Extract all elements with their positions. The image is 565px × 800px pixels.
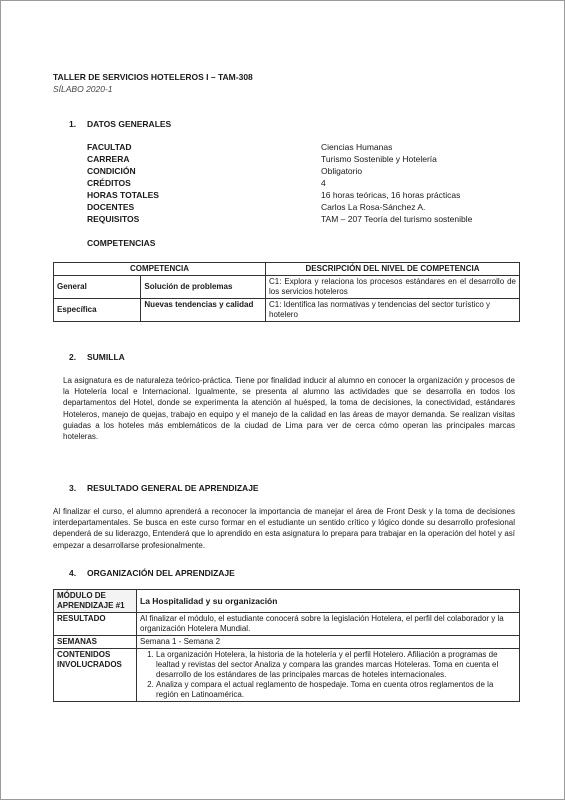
header-descripcion: DESCRIPCIÓN DEL NIVEL DE COMPETENCIA bbox=[266, 263, 520, 276]
section-title: RESULTADO GENERAL DE APRENDIZAJE bbox=[87, 483, 259, 493]
sumilla-text: La asignatura es de naturaleza teórico-práctica. Tiene por finalidad inducir al alumno en conocer la organización y procesos de la Hotelería local e Internacional. Igualmente, se presenta al alumno las actividades que se desarrolla en todos los departamentos del Hotel, donde se experimenta la atención al huésped, la toma de decisiones, la conectividad, estándares Hoteleros, manejo de quejas, trabajo en equipo y el manejo de la calidad en las áreas de mayor demanda. Se realizan visitas guiadas a los hoteles más emblemáticos de la ciudad de Lima para ver de cerca cómo operan las principales marcas hoteleras. bbox=[63, 376, 515, 442]
datos-row bbox=[87, 166, 517, 178]
section-1-heading bbox=[69, 119, 171, 129]
table-row bbox=[54, 636, 520, 649]
datos-value: 16 horas teóricas, 16 horas prácticas bbox=[321, 190, 461, 200]
datos-row bbox=[87, 214, 517, 226]
table-row bbox=[54, 649, 520, 702]
resultado-value: Al finalizar el módulo, el estudiante conocerá sobre la legislación Hotelera, el perfil del colaborador y la organización Hotelera Mundial. bbox=[137, 613, 520, 636]
competencia-type: Específica bbox=[54, 299, 141, 322]
table-row bbox=[54, 590, 520, 613]
table-row bbox=[54, 276, 520, 299]
competencia-desc: C1: Explora y relaciona los procesos estándares en el desarrollo de los servicios hoteleros bbox=[266, 276, 520, 299]
datos-key: DOCENTES bbox=[87, 202, 135, 212]
datos-key: CARRERA bbox=[87, 154, 130, 164]
competencias-table bbox=[53, 262, 520, 322]
section-3-heading bbox=[69, 483, 259, 493]
datos-value: Turismo Sostenible y Hotelería bbox=[321, 154, 437, 164]
table-row bbox=[54, 613, 520, 636]
section-number: 4. bbox=[69, 568, 77, 578]
datos-row bbox=[87, 142, 517, 154]
datos-row bbox=[87, 154, 517, 166]
document-title: TALLER DE SERVICIOS HOTELEROS I – TAM-308 bbox=[53, 72, 253, 82]
datos-value: Ciencias Humanas bbox=[321, 142, 393, 152]
section-title: DATOS GENERALES bbox=[87, 119, 172, 129]
datos-value: Carlos La Rosa-Sánchez A. bbox=[321, 202, 426, 212]
section-title: ORGANIZACIÓN DEL APRENDIZAJE bbox=[87, 568, 235, 578]
contenidos-label: CONTENIDOS INVOLUCRADOS bbox=[54, 649, 137, 702]
datos-row bbox=[87, 178, 517, 190]
section-number: 2. bbox=[69, 352, 77, 362]
datos-value: TAM – 207 Teoría del turismo sostenible bbox=[321, 214, 473, 224]
competencia-name: Solución de problemas bbox=[141, 276, 266, 299]
resultado-general-text: Al finalizar el curso, el alumno aprenderá a reconocer la importancia de manejar el área de Front Desk y la toma de decisiones interdepartamentales. Se busca en este curso formar en el estudiante un sentido crítico y lógico donde su desarrollo profesional dependerá de su liderazgo, Entenderá que lo aprendido en esta asignatura lo prepara para trabajar en la operación del hotel y así empezar a desarrollarse profesionalmente. bbox=[53, 507, 515, 550]
datos-row bbox=[87, 202, 517, 214]
table-row bbox=[54, 299, 520, 322]
datos-key: REQUISITOS bbox=[87, 214, 140, 224]
section-4-heading bbox=[69, 568, 235, 578]
competencia-type: General bbox=[54, 276, 141, 299]
datos-generales-list bbox=[87, 142, 517, 226]
list-item: 1. La organización Hotelera, la historia de la hotelería y el perfil Hotelero. Afiliación a programas de lealtad y revistas del sector Analiza y compara las grandes marcas Hoteleras. Toma en cuenta el desarrollo de los estándares de las principales marcas de hoteles internacionales. bbox=[156, 650, 516, 680]
document-subtitle: SÍLABO 2020-1 bbox=[53, 84, 113, 94]
datos-value: 4 bbox=[321, 178, 326, 188]
organizacion-table bbox=[53, 589, 520, 702]
section-title: SUMILLA bbox=[87, 352, 125, 362]
semanas-value: Semana 1 - Semana 2 bbox=[137, 636, 520, 649]
modulo-label: MÓDULO DE APRENDIZAJE #1 bbox=[54, 590, 137, 613]
datos-key: HORAS TOTALES bbox=[87, 190, 159, 200]
competencia-desc: C1: Identifica las normativas y tendencias del sector turístico y hotelero bbox=[266, 299, 520, 322]
contenidos-value bbox=[137, 649, 520, 702]
datos-row bbox=[87, 190, 517, 202]
datos-value: Obligatorio bbox=[321, 166, 363, 176]
section-number: 1. bbox=[69, 119, 77, 129]
competencias-heading: COMPETENCIAS bbox=[87, 238, 156, 248]
section-2-heading bbox=[69, 352, 125, 362]
header-competencia: COMPETENCIA bbox=[54, 263, 266, 276]
datos-key: CONDICIÓN bbox=[87, 166, 136, 176]
table-header-row bbox=[54, 263, 520, 276]
semanas-label: SEMANAS bbox=[54, 636, 137, 649]
resultado-label: RESULTADO bbox=[54, 613, 137, 636]
datos-key: CRÉDITOS bbox=[87, 178, 131, 188]
section-number: 3. bbox=[69, 483, 77, 493]
contenidos-list bbox=[140, 650, 516, 700]
list-item: 2. Analiza y compara el actual reglamento de hospedaje. Toma en cuenta otros reglamentos de la región en Latinoamérica. bbox=[156, 680, 516, 700]
modulo-value: La Hospitalidad y su organización bbox=[137, 590, 520, 613]
datos-key: FACULTAD bbox=[87, 142, 132, 152]
competencia-name: Nuevas tendencias y calidad bbox=[141, 299, 266, 322]
